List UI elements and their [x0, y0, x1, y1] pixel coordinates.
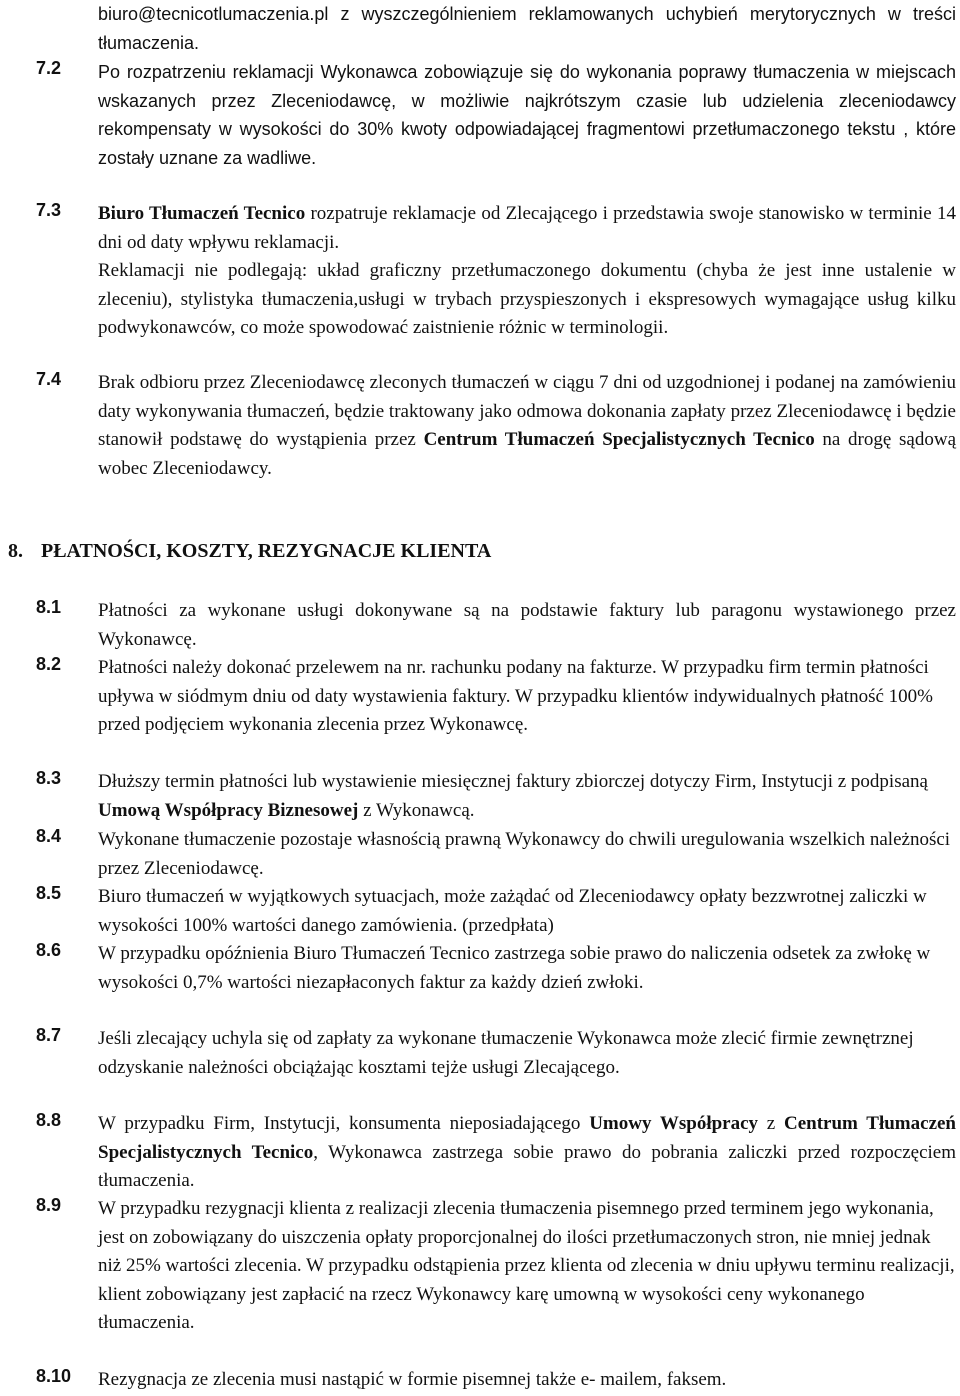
clause-number: 8.10 [36, 1366, 72, 1386]
clause-number: 7.3 [36, 200, 62, 220]
clause-number: 8.1 [36, 597, 62, 617]
bold-phrase: Umowy Współpracy [589, 1113, 759, 1134]
clause-number: 7.2 [36, 58, 62, 78]
bold-phrase: Centrum Tłumaczeń Specjalistycznych Tecnico [423, 429, 815, 451]
clause-text-part: z [758, 1113, 784, 1134]
section-title: PŁATNOŚCI, KOSZTY, REZYGNACJE KLIENTA [41, 540, 492, 562]
clause-number: 8.5 [36, 883, 62, 903]
clause-number: 8.8 [36, 1110, 62, 1130]
paragraph-text: biuro@tecnicotlumaczenia.pl z wyszczególnieniem reklamowanych uchybień merytorycznych w treści tłumaczenia. [98, 4, 956, 53]
clause-text: Reklamacji nie podlegają: układ graficzny przetłumaczonego dokumentu (chyba że jest inne ustalenie w zleceniu), stylistyka tłumaczenia,usługi w trybach przyspieszonych i ekspresowych wymagające usług kilku podwykonawców, co może spowodować zaistnienie różnic w terminologii. [98, 260, 956, 339]
bold-phrase: Centrum Tłumaczeń Specjalistycznych Tecnico [98, 1113, 956, 1163]
clause-text: Płatności należy dokonać przelewem na nr. rachunku podany na fakturze. W przypadku firm termin płatności upływa w siódmym dniu od daty wystawienia faktury. W przypadku klientów indywidualnych płatność 100% przed podjęciem wykonania zlecenia przez Wykonawcę. [98, 657, 933, 736]
clause-text [98, 1110, 956, 1196]
clause-text: Płatności za wykonane usługi dokonywane są na podstawie faktury lub paragonu wystawionego przez Wykonawcę. [98, 600, 956, 650]
clause-text [98, 200, 956, 257]
clause-text-part: na drogę sądową wobec Zleceniodawcy. [98, 429, 956, 479]
clause-text-part: z Wykonawcą. [358, 799, 475, 821]
clause-text: Po rozpatrzeniu reklamacji Wykonawca zobowiązuje się do wykonania poprawy tłumaczenia w miejscach wskazanych przez Zleceniodawcę, w możliwie najkrótszym czasie lub udzielenia zleceniodawcy rekompensaty w wysokości do 30% kwoty odpowiadającej fragmentowi przetłumaczonego tekstu , które zostały uznane za wadliwe. [98, 62, 956, 168]
clause-text-part: W przypadku Firm, Instytucji, konsumenta nieposiadającego [98, 1113, 590, 1134]
clause-text [98, 768, 956, 825]
clause-text [98, 369, 956, 483]
clause-number: 8.7 [36, 1025, 62, 1045]
clause-number: 8.9 [36, 1195, 62, 1215]
clause-text: W przypadku opóźnienia Biuro Tłumaczeń Tecnico zastrzega sobie prawo do naliczenia odsetek za zwłokę w wysokości 0,7% wartości niezapłaconych faktur za każdy dzień zwłoki. [98, 943, 931, 993]
clause-text-rest: rozpatruje reklamacje od Zlecającego i przedstawia swoje stanowisko w terminie 14 dni od daty wpływu reklamacji. [98, 203, 956, 253]
clause-text-part: , Wykonawca zastrzega sobie prawo do pobrania zaliczki przed rozpoczęciem tłumaczenia. [98, 1141, 956, 1192]
clause-text: W przypadku rezygnacji klienta z realizacji zlecenia tłumaczenia pisemnego przed terminem jego wykonania, jest on zobowiązany do uiszczenia opłaty proporcjonalnej do ilości przetłumaczonych stron, nie mniej jednak niż 25% wartości zlecenia. W przypadku odstąpienia przez klienta od zlecenia w dniu upływu terminu realizacji, klient zobowiązany jest zapłacić na rzecz Wykonawcy karę umowną w wysokości ceny wykonanego tłumaczenia. [98, 1198, 955, 1334]
clause-number: 8.2 [36, 654, 62, 674]
clause-number: 8.3 [36, 768, 62, 788]
clause-number: 8.6 [36, 940, 62, 960]
bold-phrase: Umową Współpracy Biznesowej [98, 799, 359, 821]
bold-phrase: Biuro Tłumaczeń Tecnico [98, 203, 306, 224]
clause-number: 8.4 [36, 826, 62, 846]
clause-text: Rezygnacja ze zlecenia musi nastąpić w formie pisemnej także e- mailem, faksem. [98, 1369, 727, 1390]
clause-text: Biuro tłumaczeń w wyjątkowych sytuacjach, może zażądać od Zleceniodawcy opłaty bezzwrotnej zaliczki w wysokości 100% wartości danego zamówienia. (przedpłata) [98, 886, 927, 936]
clause-number: 7.4 [36, 369, 62, 389]
section-number: 8. [8, 540, 23, 562]
clause-text-part: Dłuższy termin płatności lub wystawienie miesięcznej faktury zbiorczej dotyczy Firm, Instytucji z podpisaną [98, 771, 928, 792]
clause-text-part: Brak odbioru przez Zleceniodawcę zleconych tłumaczeń w ciągu 7 dni od uzgodnionej i podanej na zamówieniu daty wykonywania tłumaczeń, będzie traktowany jako odmowa dokonania zapłaty przez Zleceniodawcę i będzie stanowił podstawę do wystąpienia przez [98, 372, 956, 451]
clause-text: Wykonane tłumaczenie pozostaje własnością prawną Wykonawcy do chwili uregulowania wszelkich należności przez Zleceniodawcę. [98, 829, 951, 879]
clause-text: Jeśli zlecający uchyla się od zapłaty za wykonane tłumaczenie Wykonawca może zlecić firmie zewnętrznej odzyskanie należności obciążając kosztami tejże usługi Zlecającego. [98, 1028, 914, 1078]
section-heading [8, 540, 491, 563]
